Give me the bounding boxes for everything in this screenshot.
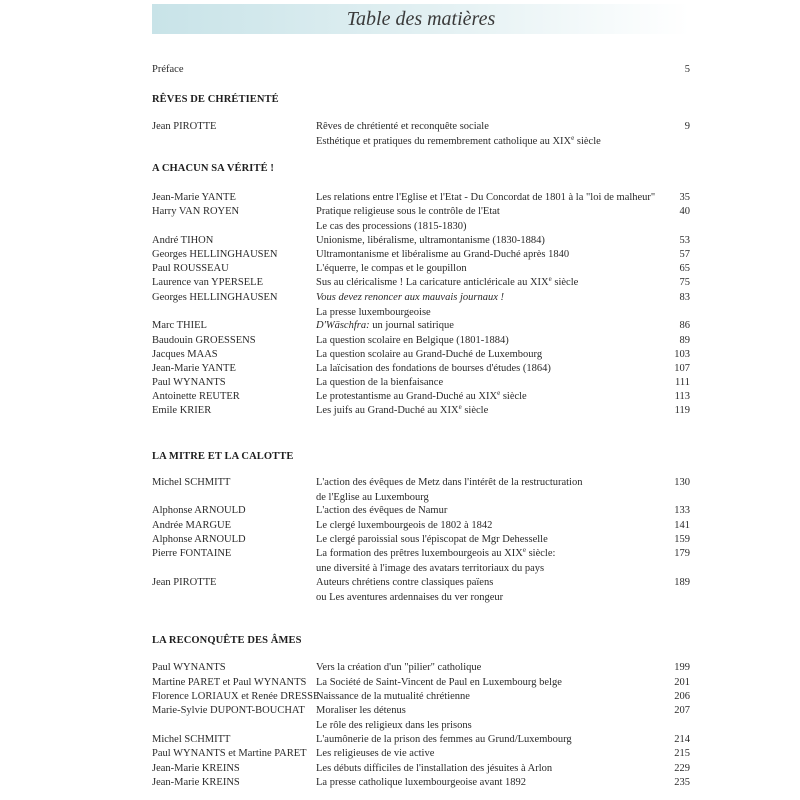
entry-title: ou Les aventures ardennaises du ver rongeur: [316, 591, 504, 603]
entry-title: Les religieuses de vie active: [316, 748, 435, 759]
entry-author: Jacques MAAS: [152, 349, 218, 360]
toc-entry: [0, 534, 800, 549]
entry-page: 75: [679, 277, 690, 288]
toc-line: [0, 477, 800, 492]
entry-page: 57: [679, 249, 690, 260]
preface-page: 5: [684, 64, 690, 75]
entry-title: La Société de Saint-Vincent de Paul en Luxembourg belge: [316, 677, 562, 688]
section-heading: LA MITRE ET LA CALOTTE: [152, 451, 294, 462]
entry-title: L'action des évêques de Namur: [316, 505, 448, 516]
entry-title: Rêves de chrétienté et reconquête sociale: [316, 121, 489, 132]
entry-page: 40: [679, 206, 690, 217]
toc-entry: [0, 391, 800, 406]
toc-line: [0, 748, 800, 763]
toc-entry: [0, 548, 800, 577]
entry-author: Antoinette REUTER: [152, 391, 240, 402]
ordinal-superscript: e: [522, 546, 526, 554]
entry-page: 214: [674, 734, 690, 745]
entry-author: Alphonse ARNOULD: [152, 505, 246, 516]
toc-entry: [0, 121, 800, 150]
entry-title: Naissance de la mutualité chrétienne: [316, 691, 470, 702]
entry-page: 179: [674, 548, 690, 559]
entry-title: La question scolaire au Grand-Duché de Luxembourg: [316, 349, 543, 360]
entry-title: La question de la bienfaisance: [316, 377, 444, 388]
toc-line: [0, 349, 800, 364]
toc-line: [0, 133, 800, 151]
toc-line: [0, 563, 800, 578]
entry-title: La laïcisation des fondations de bourses d'études (1864): [316, 363, 551, 374]
toc-line: [0, 121, 800, 136]
toc-line: [0, 192, 800, 207]
ordinal-superscript: e: [497, 389, 501, 397]
entry-page: 103: [674, 349, 690, 360]
entry-title: L'aumônerie de la prison des femmes au Grund/Luxembourg: [316, 734, 572, 745]
entry-title: Le cas des processions (1815-1830): [316, 220, 467, 232]
entry-title: Les juifs au Grand-Duché au XIXe siècle: [316, 403, 489, 416]
entry-page: 89: [679, 335, 690, 346]
entry-author: Jean-Marie YANTE: [152, 192, 236, 203]
journal-name: D'Wäschfra:: [316, 320, 370, 331]
entry-author: Michel SCHMITT: [152, 734, 231, 745]
toc-line: [0, 221, 800, 236]
entry-author: Georges HELLINGHAUSEN: [152, 249, 278, 260]
toc-line: [0, 391, 800, 406]
entry-author: Jean-Marie YANTE: [152, 363, 236, 374]
toc-line: [0, 64, 800, 79]
entry-title: Le clergé luxembourgeois de 1802 à 1842: [316, 520, 493, 531]
toc-line: [0, 548, 800, 563]
entry-title: Le protestantisme au Grand-Duché au XIXe siècle: [316, 389, 527, 402]
ordinal-superscript: e: [571, 133, 575, 142]
toc-line: [0, 662, 800, 677]
entry-title: La question scolaire en Belgique (1801-1884): [316, 335, 509, 346]
toc-line: [0, 307, 800, 322]
toc-line: [0, 335, 800, 350]
entry-title: La formation des prêtres luxembourgeois au XIXe siècle:: [316, 546, 556, 559]
entry-title: Ultramontanisme et libéralisme au Grand-Duché après 1840: [316, 249, 570, 260]
entry-title: L'équerre, le compas et le goupillon: [316, 263, 467, 274]
entry-page: 113: [674, 391, 690, 402]
page-title: Table des matières: [346, 8, 496, 30]
entry-page: 130: [674, 477, 690, 488]
entry-author: Martine PARET et Paul WYNANTS: [152, 677, 307, 688]
toc-entry: [0, 235, 800, 250]
entry-title: Moraliser les détenus: [316, 705, 406, 716]
entry-author: Jean-Marie KREINS: [152, 777, 240, 788]
entry-author: Laurence van YPERSELE: [152, 277, 263, 288]
entry-page: 111: [675, 377, 690, 388]
entry-author: Andrée MARGUE: [152, 520, 232, 531]
toc-line: [0, 691, 800, 706]
entry-title: une diversité à l'image des avatars territoriaux du pays: [316, 562, 545, 574]
entry-title: Les relations entre l'Eglise et l'Etat - Du Concordat de 1801 à la "loi de malheur": [316, 192, 656, 203]
entry-author: Marie-Sylvie DUPONT-BOUCHAT: [152, 705, 305, 716]
toc-entry: [0, 477, 800, 506]
entry-page: 199: [674, 662, 690, 673]
toc-entry: [0, 677, 800, 692]
entry-author: Jean PIROTTE: [152, 121, 217, 132]
entry-title: L'action des évêques de Metz dans l'intérêt de la restructuration: [316, 477, 583, 488]
toc-entry: [0, 577, 800, 606]
toc-line: [0, 277, 800, 292]
toc-line: [0, 405, 800, 420]
entry-title: La presse luxembourgeoise: [316, 306, 431, 318]
toc-line: [0, 677, 800, 692]
toc-entry: [0, 363, 800, 378]
toc-line: [0, 577, 800, 592]
toc-entry: [0, 292, 800, 321]
entry-page: 215: [674, 748, 690, 759]
toc-entry: [0, 320, 800, 335]
entry-page: 235: [674, 777, 690, 788]
toc-entry: [0, 349, 800, 364]
entry-title: Unionisme, libéralisme, ultramontanisme (1830-1884): [316, 235, 545, 246]
toc-entry: [0, 263, 800, 278]
entry-author: Michel SCHMITT: [152, 477, 231, 488]
toc-entry: [0, 777, 800, 792]
entry-author: Jean-Marie KREINS: [152, 763, 240, 774]
entry-page: 86: [679, 320, 690, 331]
toc-entry: [0, 405, 800, 420]
toc-line: [0, 492, 800, 507]
entry-author: Pierre FONTAINE: [152, 548, 232, 559]
toc-entry: [0, 705, 800, 734]
entry-author: Baudouin GROESSENS: [152, 335, 256, 346]
section-heading: A CHACUN SA VÉRITÉ !: [152, 163, 274, 174]
toc-line: [0, 534, 800, 549]
toc-line: [0, 520, 800, 535]
entry-title: Le clergé paroissial sous l'épiscopat de Mgr Dehesselle: [316, 534, 548, 545]
toc-entry: [0, 662, 800, 677]
preface-entry: [0, 64, 800, 79]
entry-page: 206: [674, 691, 690, 702]
entry-author: Florence LORIAUX et Renée DRESSE: [152, 691, 320, 702]
toc-line: [0, 777, 800, 792]
section-heading: RÊVES DE CHRÉTIENTÉ: [152, 94, 279, 105]
toc-line: [0, 320, 800, 335]
toc-line: [0, 592, 800, 607]
preface-label: Préface: [152, 64, 184, 75]
entry-author: Paul WYNANTS: [152, 377, 226, 388]
toc-entry: [0, 335, 800, 350]
entry-page: 35: [679, 192, 690, 203]
toc-entry: [0, 505, 800, 520]
entry-author: Emile KRIER: [152, 405, 212, 416]
toc-entry: [0, 377, 800, 392]
toc-line: [0, 734, 800, 749]
entry-title: Sus au cléricalisme ! La caricature anticléricale au XIXe siècle: [316, 275, 579, 288]
toc-entry: [0, 691, 800, 706]
toc-line: [0, 363, 800, 378]
entry-title: Le rôle des religieux dans les prisons: [316, 719, 472, 731]
entry-page: 201: [674, 677, 690, 688]
toc-line: [0, 263, 800, 278]
entry-title: Vous devez renoncer aux mauvais journaux !: [316, 292, 504, 303]
toc-line: [0, 292, 800, 307]
entry-title: Vers la création d'un "pilier" catholique: [316, 662, 482, 673]
entry-title: Auteurs chrétiens contre classiques païens: [316, 577, 494, 588]
section-heading: LA RECONQUÊTE DES ÂMES: [152, 635, 302, 646]
entry-page: 53: [679, 235, 690, 246]
entry-title: Esthétique et pratiques du remembrement catholique au XIXe siècle: [316, 133, 601, 147]
entry-author: André TIHON: [152, 235, 214, 246]
toc-entry: [0, 734, 800, 749]
entry-page: 133: [674, 505, 690, 516]
entry-title: La presse catholique luxembourgeoise avant 1892: [316, 777, 527, 788]
toc-line: [0, 720, 800, 735]
entry-author: Marc THIEL: [152, 320, 207, 331]
toc-line: [0, 705, 800, 720]
toc-line: [0, 377, 800, 392]
entry-title: D'Wäschfra: un journal satirique: [316, 320, 454, 331]
entry-author: Alphonse ARNOULD: [152, 534, 246, 545]
ordinal-superscript: e: [458, 403, 462, 411]
entry-title: Les débuts difficiles de l'installation des jésuites à Arlon: [316, 763, 553, 774]
entry-page: 107: [674, 363, 690, 374]
toc-line: [0, 206, 800, 221]
entry-page: 9: [684, 121, 690, 132]
entry-author: Paul WYNANTS: [152, 662, 226, 673]
entry-author: Jean PIROTTE: [152, 577, 217, 588]
entry-page: 65: [679, 263, 690, 274]
entry-page: 159: [674, 534, 690, 545]
entry-page: 189: [674, 577, 690, 588]
toc-line: [0, 505, 800, 520]
entry-page: 141: [674, 520, 690, 531]
toc-entry: [0, 206, 800, 235]
toc-line: [0, 249, 800, 264]
entry-author: Paul ROUSSEAU: [152, 263, 229, 274]
entry-page: 207: [674, 705, 690, 716]
entry-author: Georges HELLINGHAUSEN: [152, 292, 278, 303]
ordinal-superscript: e: [548, 275, 552, 283]
toc-line: [0, 763, 800, 778]
toc-entry: [0, 192, 800, 207]
toc-line: [0, 235, 800, 250]
toc-entry: [0, 249, 800, 264]
toc-entry: [0, 520, 800, 535]
entry-page: 83: [679, 292, 690, 303]
toc-entry: [0, 748, 800, 763]
entry-page: 229: [674, 763, 690, 774]
entry-author: Harry VAN ROYEN: [152, 206, 240, 217]
entry-title: de l'Eglise au Luxembourg: [316, 491, 429, 503]
toc-entry: [0, 763, 800, 778]
entry-page: 119: [674, 405, 690, 416]
entry-title: Pratique religieuse sous le contrôle de l'Etat: [316, 206, 500, 217]
toc-entry: [0, 277, 800, 292]
title-banner: [152, 4, 690, 34]
entry-author: Paul WYNANTS et Martine PARET: [152, 748, 307, 759]
